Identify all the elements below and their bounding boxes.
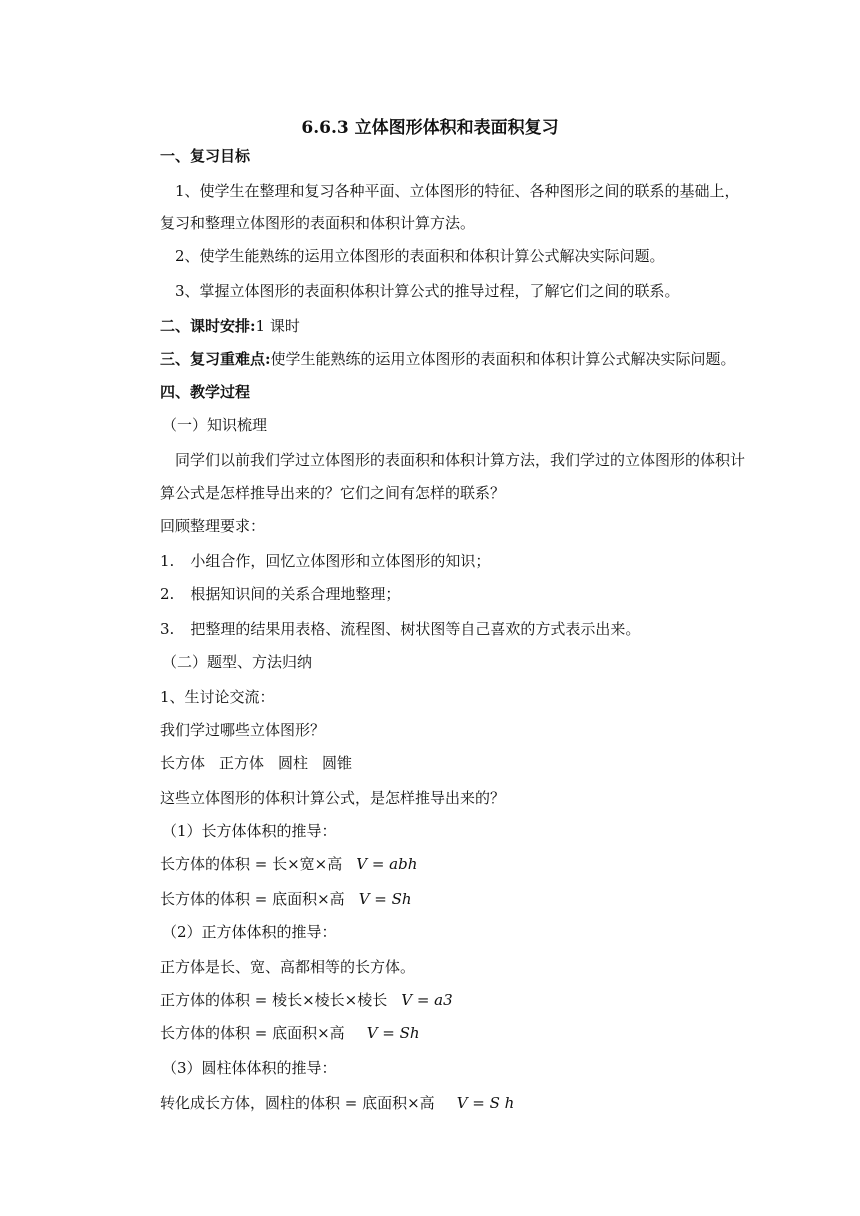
subheading: （3）圆柱体体积的推导： [162, 1059, 337, 1077]
list-item [160, 619, 640, 639]
list-text: 把整理的结果用表格、流程图、树状图等自己喜欢的方式表示出来。 [190, 620, 641, 638]
shape-name: 圆锥 [322, 754, 353, 772]
formula-math: V = Sh [366, 1024, 420, 1042]
key-points-value: 使学生能熟练的运用立体图形的表面积和体积计算公式解决实际问题。 [270, 350, 736, 368]
formula-line [160, 889, 412, 909]
section-heading-goals: 一、复习目标 [160, 147, 251, 165]
formula-math: V = a3 [401, 991, 453, 1009]
paragraph: 回顾整理要求： [160, 517, 266, 535]
paragraph: 我们学过哪些立体图形？ [160, 721, 326, 739]
list-number: 3. [160, 620, 175, 638]
list-text: 根据知识间的关系合理地整理； [190, 585, 401, 603]
paragraph: 1、生讨论交流： [160, 688, 275, 706]
section-heading-process: 四、教学过程 [160, 383, 251, 401]
schedule-label: 二、课时安排: [160, 317, 256, 335]
list-number: 2. [160, 585, 175, 603]
paragraph: 同学们以前我们学过立体图形的表面积和体积计算方法，我们学过的立体图形的体积计 [175, 451, 746, 469]
subheading: （一）知识梳理 [162, 416, 268, 434]
subheading: （1）长方体体积的推导： [162, 822, 337, 840]
formula-math: V = S h [456, 1094, 515, 1112]
paragraph: 复习和整理立体图形的表面积和体积计算方法。 [160, 214, 476, 232]
formula-text: 正方体的体积 = 棱长×棱长×棱长 [160, 991, 388, 1009]
paragraph: 1、使学生在整理和复习各种平面、立体图形的特征、各种图形之间的联系的基础上， [175, 182, 740, 200]
page-title: 6.6.3 立体图形体积和表面积复习 [301, 118, 559, 138]
list-number: 1. [160, 552, 175, 570]
formula-math: V = abh [356, 855, 418, 873]
paragraph: 正方体是长、宽、高都相等的长方体。 [160, 958, 416, 976]
key-points-label: 三、复习重难点: [160, 350, 271, 368]
formula-line [160, 1093, 514, 1113]
formula-text: 长方体的体积 = 长×宽×高 [160, 855, 343, 873]
shape-name: 长方体 [160, 754, 206, 772]
shape-list [160, 753, 352, 773]
schedule-value: 1 课时 [255, 317, 300, 335]
list-text: 小组合作，回忆立体图形和立体图形的知识； [190, 552, 491, 570]
formula-math: V = Sh [358, 890, 412, 908]
list-item [160, 584, 400, 604]
subheading: （2）正方体体积的推导： [162, 923, 337, 941]
paragraph: 这些立体图形的体积计算公式，是怎样推导出来的？ [160, 789, 506, 807]
formula-line [160, 854, 417, 874]
formula-text: 长方体的体积 = 底面积×高 [160, 890, 345, 908]
key-points-line [160, 349, 736, 369]
list-item [160, 551, 490, 571]
schedule-line [160, 316, 300, 336]
shape-name: 正方体 [219, 754, 265, 772]
formula-text: 长方体的体积 = 底面积×高 [160, 1024, 345, 1042]
shape-name: 圆柱 [278, 754, 309, 772]
subheading: （二）题型、方法归纳 [162, 653, 313, 671]
formula-line [160, 1023, 420, 1043]
paragraph: 3、掌握立体图形的表面积体积计算公式的推导过程，了解它们之间的联系。 [175, 282, 680, 300]
paragraph: 算公式是怎样推导出来的？它们之间有怎样的联系？ [160, 484, 506, 502]
paragraph: 2、使学生能熟练的运用立体图形的表面积和体积计算公式解决实际问题。 [175, 247, 665, 265]
formula-line [160, 990, 453, 1010]
formula-text: 转化成长方体，圆柱的体积 = 底面积×高 [160, 1094, 435, 1112]
